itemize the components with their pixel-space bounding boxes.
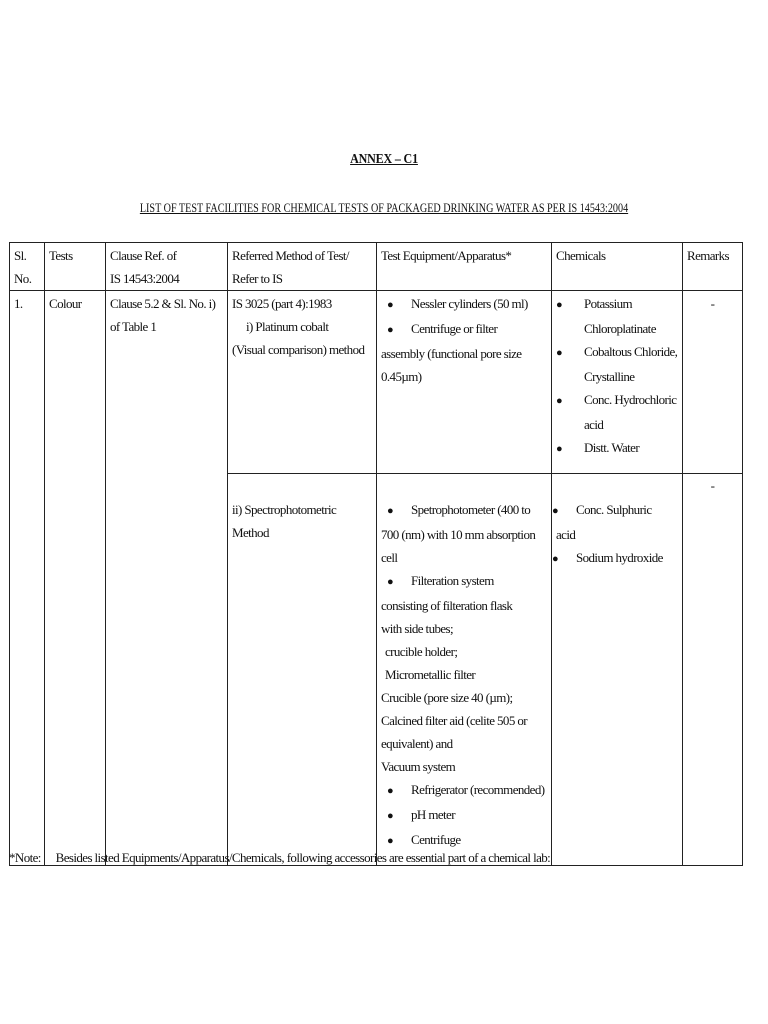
annex-title: ANNEX – C1 xyxy=(350,152,418,167)
cell-method-platinum-cobalt: IS 3025 (part 4):1983 i) Platinum cobalt (Visual comparison) method xyxy=(228,291,377,474)
list-item: ● Filteration system xyxy=(381,569,547,594)
cell-test-name: Colour xyxy=(45,291,106,866)
footnote-label: *Note: xyxy=(9,850,41,865)
list-item: ● Conc. Sulphuric xyxy=(556,498,678,523)
header-chemicals: Chemicals xyxy=(552,243,683,291)
list-item: ● Distt. Water xyxy=(556,436,678,461)
cell-remarks-spectro: - xyxy=(683,474,743,866)
header-referred-method: Referred Method of Test/ Refer to IS xyxy=(228,243,377,291)
list-item: ● Nessler cylinders (50 ml) xyxy=(381,292,547,317)
list-item: ● Sodium hydroxide xyxy=(556,546,678,571)
footnote-text: Besides listed Equipments/Apparatus/Chemicals, following accessories are essential part of a chemical lab: xyxy=(55,850,551,865)
list-item: ● Centrifuge xyxy=(381,828,547,853)
header-test-equipment: Test Equipment/Apparatus* xyxy=(377,243,552,291)
header-sl-no: Sl. No. xyxy=(10,243,45,291)
table-row xyxy=(10,291,743,474)
list-item: ● Refrigerator (recommended) xyxy=(381,778,547,803)
cell-method-spectrophotometric: ii) Spectrophotometric Method xyxy=(228,474,377,866)
table-header-row xyxy=(10,243,743,291)
cell-chemicals-spectro: ● Conc. Sulphuric acid ● Sodium hydroxide xyxy=(552,474,683,866)
cell-equipment-spectro: ● Spetrophotometer (400 to 700 (nm) with 10 mm absorption cell ● Filteration system consisting of filteration flask with side tubes; crucible holder; Micrometallic filter Crucible (pore size 40 (µm); Calcined filter aid (celite 505 or equivalent) and Vacuum system ● Refrigerator (recommended) ● pH meter ● Centrifuge xyxy=(377,474,552,866)
cell-clause-ref: Clause 5.2 & Sl. No. i) of Table 1 xyxy=(106,291,228,866)
footnote xyxy=(9,850,550,866)
header-tests: Tests xyxy=(45,243,106,291)
list-title: LIST OF TEST FACILITIES FOR CHEMICAL TESTS OF PACKAGED DRINKING WATER AS PER IS 14543:2004 xyxy=(139,200,629,215)
list-item: ● Conc. Hydrochloric acid xyxy=(556,388,678,436)
list-item: ● Potassium Chloroplatinate xyxy=(556,292,678,340)
cell-equipment-visual: ● Nessler cylinders (50 ml) ● Centrifuge or filter assembly (functional pore size 0.45µm) xyxy=(377,291,552,474)
header-remarks: Remarks xyxy=(683,243,743,291)
header-clause-ref: Clause Ref. of IS 14543:2004 xyxy=(106,243,228,291)
list-item: ● pH meter xyxy=(381,803,547,828)
cell-sl-no: 1. xyxy=(10,291,45,866)
list-item: ● Centrifuge or filter xyxy=(381,317,547,342)
list-item: ● Cobaltous Chloride, Crystalline xyxy=(556,340,678,388)
test-facilities-table xyxy=(9,242,743,866)
cell-remarks-visual: - xyxy=(683,291,743,474)
cell-chemicals-visual xyxy=(552,291,683,474)
list-item: ● Spetrophotometer (400 to xyxy=(381,498,547,523)
